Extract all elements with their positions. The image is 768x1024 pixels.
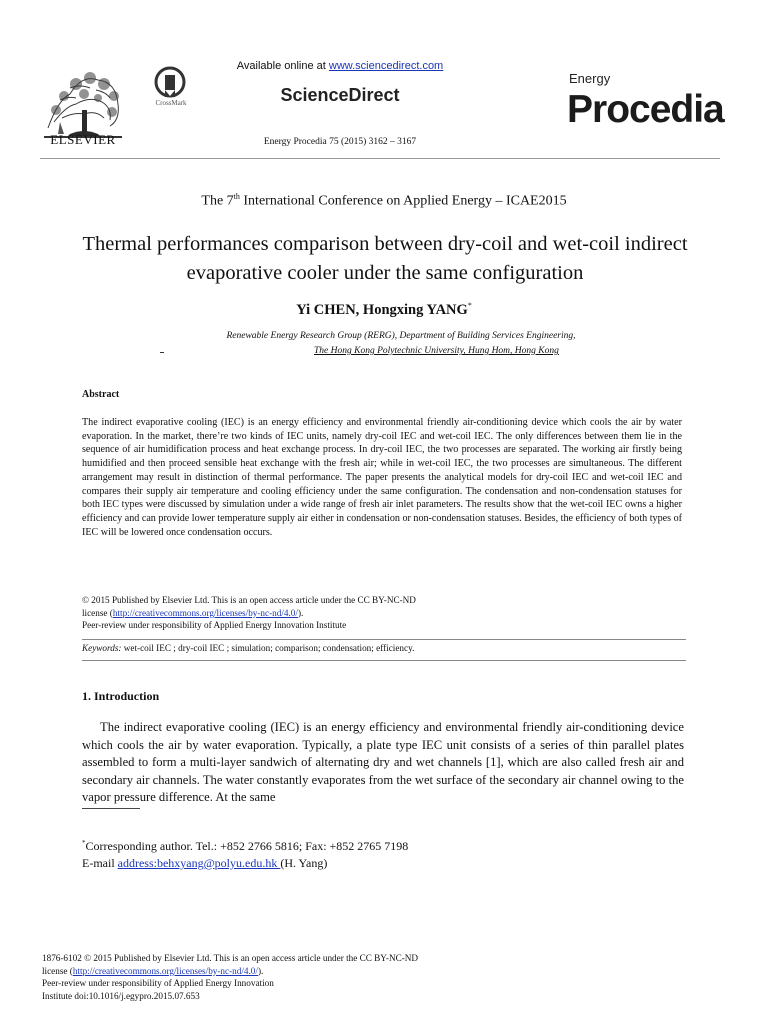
footnote-contact	[82, 839, 408, 854]
copyright-line-2	[82, 607, 682, 620]
keywords-divider-bottom	[82, 660, 686, 661]
legal-line-2-suffix: ).	[257, 965, 264, 976]
footnote-email	[82, 856, 327, 871]
copyright-line-2-prefix: license (	[82, 607, 113, 618]
conference-suffix: International Conference on Applied Energy – ICAE2015	[239, 193, 567, 209]
journal-citation: Energy Procedia 75 (2015) 3162 – 3167	[263, 137, 417, 147]
introduction-heading: 1. Introduction	[82, 689, 160, 703]
legal-line-2-prefix: license (	[42, 965, 73, 976]
author-names: Yi CHEN, Hongxing YANG	[296, 301, 468, 318]
affiliation-mark	[160, 352, 164, 353]
conference-prefix: The 7	[201, 193, 234, 209]
abstract-heading: Abstract	[82, 389, 120, 400]
available-prefix: Available online at	[236, 60, 329, 72]
keywords-list: wet-coil IEC ; dry-coil IEC ; simulation; comparison; condensation; efficiency.	[121, 643, 415, 653]
affiliation-line-2: The Hong Kong Polytechnic University, Hung Hom, Hong Kong	[314, 346, 559, 356]
keywords-label: Keywords:	[82, 643, 122, 653]
sciencedirect-brand: ScienceDirect	[280, 85, 400, 105]
copyright-block	[82, 594, 682, 632]
abstract-body: The indirect evaporative cooling (IEC) is an energy efficiency and environmental friendly air-conditioning device which cools the air by water evaporation. In the market, there’re two kinds of IEC units, namely dry-coil IEC and wet-coil IEC. The only differences between them lie in the sequence of air humidification process and heat exchange process. In dry-coil IEC, the two processes are separated. The working air firstly being humidified and then proceed sensible heat exchange with the fresh air; while in wet-coil IEC, the two processes are simultaneous. The different arrangement may result in distinction of thermal performance. The paper presents the analytical models for dry-coil IEC and wet-coil IEC and compares their supply air temperature and cooling efficiency under the same configuration. The condensation and non-condensation statuses for both IEC types were discussed by simulation under a wide range of fresh air inlet parameters. The results show that the wet-coil IEC owns a higher efficiency and can provide lower temperature supply air either in condensation or non-condensation statuses. Besides, the efficiency of both types of IEC will be lowered once condensation occurs.	[82, 417, 682, 538]
crossmark-label: CrossMark	[155, 99, 187, 107]
journal-logo-small: Energy	[569, 71, 611, 86]
copyright-line-2-suffix: ).	[297, 607, 304, 618]
conference-line	[40, 192, 728, 210]
affiliation-line-1: Renewable Energy Research Group (RERG), Department of Building Services Engineering,	[226, 331, 576, 341]
conference-ordinal: th	[233, 192, 240, 201]
footnote-divider	[82, 808, 140, 809]
footnote-marker: *	[82, 839, 86, 847]
header-divider	[40, 158, 720, 159]
publisher-wordmark: ELSEVIER	[50, 132, 116, 147]
email-prefix: E-mail	[82, 856, 118, 870]
available-online-line	[220, 60, 460, 72]
author-line	[40, 301, 728, 319]
email-suffix: (H. Yang)	[280, 856, 328, 870]
legal-line-1: 1876-6102 © 2015 Published by Elsevier Ltd. This is an open access article under the CC BY-NC-ND	[42, 953, 419, 963]
legal-line-2	[42, 965, 642, 978]
introduction-body: The indirect evaporative cooling (IEC) is an energy efficiency and environmental friendly air-conditioning device which cools the air by water evaporation. Typically, a plate type IEC unit consists of a series of thin parallel plates assembled to form a multi-layer sandwich of alternating dry and wet channels [1], which are also called fresh air and secondary air channels. The water constantly evaporates from the wet surface of the secondary air channel owing to the vapor pressure difference. At the same	[82, 720, 684, 805]
journal-logo-large: Procedia	[567, 88, 724, 131]
copyright-line-1: © 2015 Published by Elsevier Ltd. This is an open access article under the CC BY-NC-ND	[82, 595, 416, 605]
footnote-contact-text: Corresponding author. Tel.: +852 2766 5816; Fax: +852 2765 7198	[85, 839, 409, 853]
corresponding-marker: *	[467, 301, 472, 310]
keywords-divider-top	[82, 639, 686, 640]
email-link[interactable]: address:behxyang@polyu.edu.hk	[117, 856, 281, 870]
license-link[interactable]: http://creativecommons.org/licenses/by-nc-nd/4.0/	[112, 607, 298, 618]
legal-line-4: Institute doi:10.1016/j.egypro.2015.07.653	[42, 990, 200, 1001]
legal-footer	[42, 952, 642, 1002]
legal-license-link[interactable]: http://creativecommons.org/licenses/by-nc-nd/4.0/	[72, 965, 258, 976]
legal-line-3: Peer-review under responsibility of Applied Energy Innovation	[42, 978, 274, 989]
copyright-line-3: Peer-review under responsibility of Applied Energy Innovation Institute	[82, 620, 347, 630]
paper-title: Thermal performances comparison between dry-coil and wet-coil indirect evaporative cooler under the same configuration	[82, 233, 688, 284]
keywords-line	[82, 643, 682, 653]
sciencedirect-link[interactable]: www.sciencedirect.com	[328, 60, 444, 72]
